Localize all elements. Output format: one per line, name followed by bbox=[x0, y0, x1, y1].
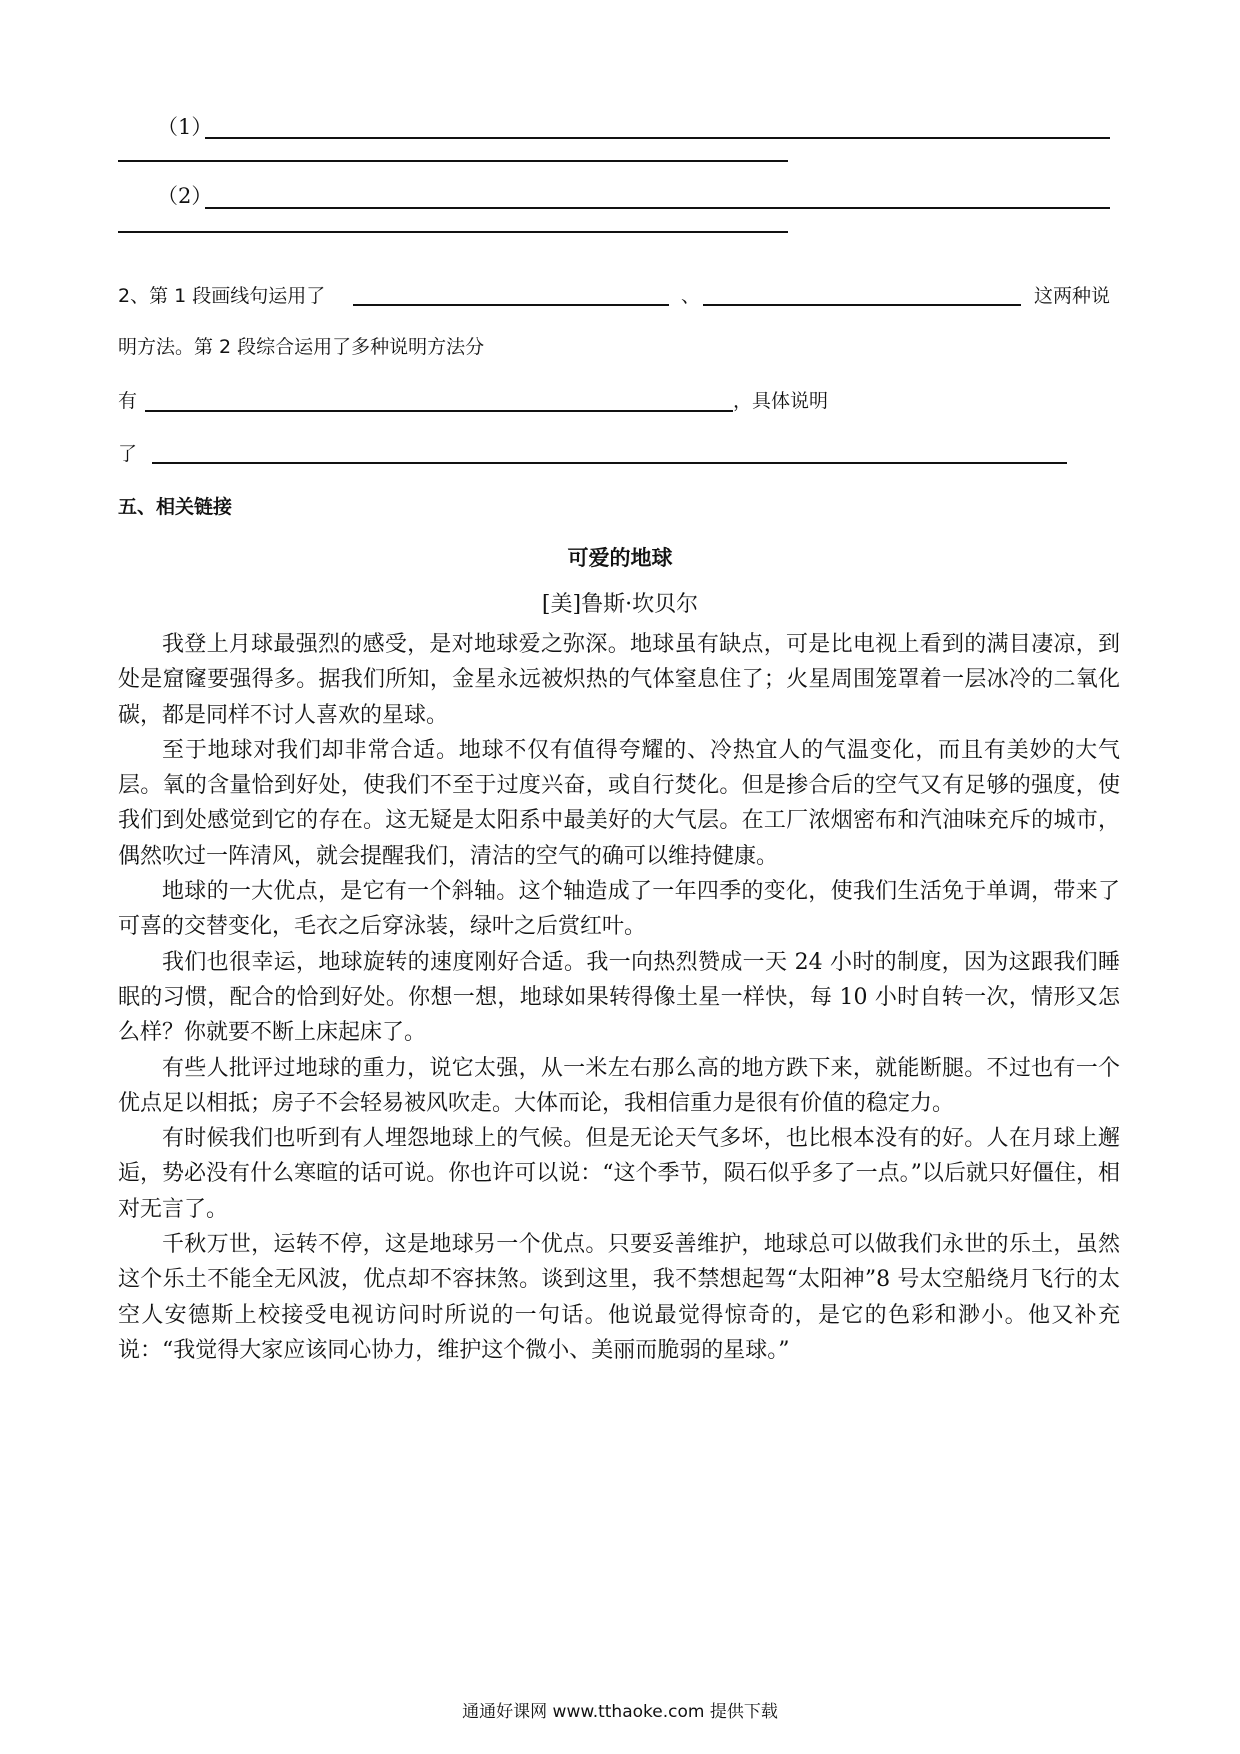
answer-blank-2b[interactable] bbox=[118, 231, 788, 233]
article-paragraph: 有时候我们也听到有人埋怨地球上的气候。但是无论天气多坏，也比根本没有的好。人在月球上邂逅，势必没有什么寒暄的话可说。你也许可以说：“这个季节，陨石似乎多了一点。”以后就只好僵住，相对无言了。 bbox=[118, 1126, 1120, 1222]
article-paragraph: 地球的一大优点，是它有一个斜轴。这个轴造成了一年四季的变化，使我们生活免于单调，带来了可喜的交替变化，毛衣之后穿泳装，绿叶之后赏红叶。 bbox=[118, 879, 1120, 940]
question-2-text-start: 2、第 1 段画线句运用了 bbox=[118, 285, 326, 307]
question-2-blank-explanation[interactable] bbox=[152, 462, 1067, 464]
article-title: 可爱的地球 bbox=[567, 546, 673, 570]
question-2-text-end: 这两种说 bbox=[1034, 285, 1111, 307]
question-2-separator: 、 bbox=[681, 285, 701, 307]
question-2-line-4-start: 了 bbox=[118, 443, 138, 465]
answer-blank-2a[interactable] bbox=[205, 207, 1110, 209]
question-2-blank-method-1[interactable] bbox=[353, 304, 669, 306]
article-paragraph: 千秋万世，运转不停，这是地球另一个优点。只要妥善维护，地球总可以做我们永世的乐土，虽然这个乐土不能全无风波，优点却不容抹煞。谈到这里，我不禁想起驾“太阳神”8 号太空船绕月飞行的太空人安德斯上校接受电视访问时所说的一句话。他说最觉得惊奇的，是它的色彩和渺小。他又补充说：“我觉得大家应该同心协力，维护这个微小、美丽而脆弱的星球。” bbox=[118, 1232, 1120, 1363]
article-body bbox=[118, 627, 1120, 1368]
article-paragraph: 有些人批评过地球的重力，说它太强，从一米左右那么高的地方跌下来，就能断腿。不过也有一个优点足以相抵；房子不会轻易被风吹走。大体而论，我相信重力是很有价值的稳定力。 bbox=[118, 1055, 1120, 1116]
section-heading: 五、相关链接 bbox=[118, 496, 233, 518]
question-2-line-3-start: 有 bbox=[118, 390, 138, 412]
answer-item-1-label: （1） bbox=[157, 115, 213, 139]
answer-blank-1a[interactable] bbox=[205, 137, 1110, 139]
answer-item-2-label: （2） bbox=[157, 184, 213, 208]
question-2-line-3-end: ，具体说明 bbox=[733, 390, 829, 412]
article-paragraph: 我登上月球最强烈的感受，是对地球爱之弥深。地球虽有缺点，可是比电视上看到的满目凄凉，到处是窟窿要强得多。据我们所知，金星永远被炽热的气体窒息住了；火星周围笼罩着一层冰冷的二氧化碳，都是同样不讨人喜欢的星球。 bbox=[118, 632, 1120, 728]
question-2-blank-method-2[interactable] bbox=[703, 304, 1021, 306]
article-paragraph: 我们也很幸运，地球旋转的速度刚好合适。我一向热烈赞成一天 24 小时的制度，因为这跟我们睡眠的习惯，配合的恰到好处。你想一想，地球如果转得像土星一样快，每 10 小时自转一次，情形又怎么样？你就要不断上床起床了。 bbox=[118, 949, 1120, 1046]
question-2-line-2: 明方法。第 2 段综合运用了多种说明方法分 bbox=[118, 336, 485, 358]
question-2-blank-methods[interactable] bbox=[145, 410, 733, 412]
answer-blank-1b[interactable] bbox=[118, 160, 788, 162]
article-paragraph: 至于地球对我们却非常合适。地球不仅有值得夸耀的、冷热宜人的气温变化，而且有美妙的大气层。氧的含量恰到好处，使我们不至于过度兴奋，或自行焚化。但是掺合后的空气又有足够的强度，使我们到处感觉到它的存在。这无疑是太阳系中最美好的大气层。在工厂浓烟密布和汽油味充斥的城市，偶然吹过一阵清风，就会提醒我们，清洁的空气的确可以维持健康。 bbox=[118, 737, 1120, 869]
page-footer: 通通好课网 www.tthaoke.com 提供下载 bbox=[462, 1702, 778, 1722]
article-author: [美]鲁斯·坎贝尔 bbox=[541, 592, 699, 617]
